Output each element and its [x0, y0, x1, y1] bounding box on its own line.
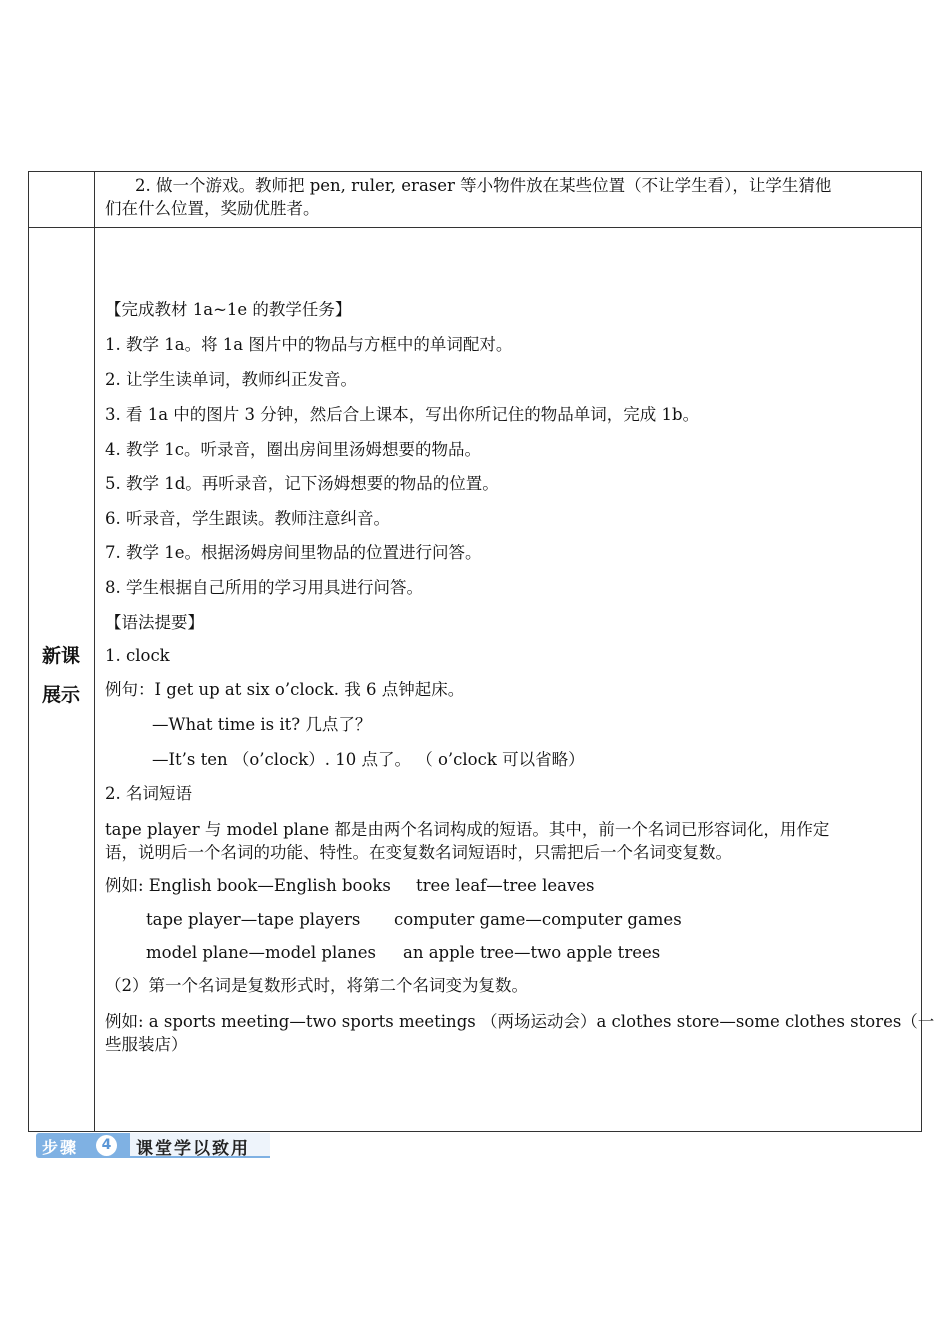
- clock-question: —What time is it? 几点了？: [152, 715, 372, 734]
- example-row2-right: computer game—computer games: [394, 910, 682, 929]
- table-border-left: [28, 171, 29, 1132]
- example-row3-left: model plane—model planes: [146, 943, 376, 962]
- noun-phrase-desc-line2: 语，说明后一个名词的功能、特性。在变复数名词短语时，只需把后一个名词变复数。: [105, 843, 732, 862]
- example-row3-right: an apple tree—two apple trees: [403, 943, 661, 962]
- game-activity-line1: 2. 做一个游戏。教师把 pen, ruler, eraser 等小物件放在某些位置（不让学生看），让学生猜他: [135, 176, 832, 195]
- example-row1-right: tree leaf—tree leaves: [416, 876, 595, 895]
- task-step-8: 8. 学生根据自己所用的学习用具进行问答。: [105, 578, 423, 597]
- task-step-1: 1. 教学 1a。将 1a 图片中的物品与方框中的单词配对。: [105, 335, 513, 354]
- noun-phrase-title: 2. 名词短语: [105, 784, 192, 803]
- step-title: 课堂学以致用: [136, 1139, 250, 1159]
- table-border-right: [921, 171, 922, 1132]
- example-row2-left: tape player—tape players: [146, 910, 361, 929]
- table-column-divider: [94, 171, 95, 1132]
- noun-phrase-desc-line1: tape player 与 model plane 都是由两个名词构成的短语。其中，前一个名词已形容词化，用作定: [105, 820, 830, 839]
- task-step-3: 3. 看 1a 中的图片 3 分钟，然后合上课本，写出你所记住的物品单词，完成 1b。: [105, 405, 700, 424]
- section-label-line2: 展示: [41, 684, 80, 706]
- clock-title: 1. clock: [105, 646, 170, 665]
- rule2-example-line2: 些服装店）: [105, 1035, 188, 1054]
- grammar-heading: 【语法提要】: [105, 613, 204, 632]
- game-activity-line2: 们在什么位置，奖励优胜者。: [105, 199, 320, 218]
- task-step-2: 2. 让学生读单词，教师纠正发音。: [105, 370, 357, 389]
- step-prefix: 步骤: [42, 1138, 79, 1157]
- task-step-6: 6. 听录音，学生跟读。教师注意纠音。: [105, 509, 390, 528]
- clock-example: 例句：I get up at six o’clock. 我 6 点钟起床。: [105, 680, 465, 699]
- section-label-line1: 新课: [41, 645, 80, 667]
- task-step-4: 4. 教学 1c。听录音，圈出房间里汤姆想要的物品。: [105, 440, 481, 459]
- rule2-text: （2）第一个名词是复数形式时，将第二个名词变为复数。: [105, 976, 528, 995]
- step-number: 4: [96, 1135, 117, 1156]
- table-row-divider: [28, 227, 922, 228]
- rule2-example-line1: 例如: a sports meeting—two sports meetings （两场运动会）a clothes store—some clothes stores（一: [105, 1012, 935, 1031]
- tasks-heading: 【完成教材 1a~1e 的教学任务】: [105, 300, 352, 319]
- clock-answer: —It’s ten （o’clock）. 10 点了。 （ o’clock 可以省略）: [152, 750, 585, 769]
- step-badge: [36, 1133, 270, 1158]
- task-step-7: 7. 教学 1e。根据汤姆房间里物品的位置进行问答。: [105, 543, 482, 562]
- step-badge-right: [130, 1133, 270, 1158]
- table-border-top: [28, 171, 922, 172]
- step-badge-left: [36, 1133, 130, 1158]
- table-border-bottom: [28, 1131, 922, 1132]
- example-row1-left: 例如: English book—English books: [105, 876, 391, 895]
- task-step-5: 5. 教学 1d。再听录音，记下汤姆想要的物品的位置。: [105, 474, 499, 493]
